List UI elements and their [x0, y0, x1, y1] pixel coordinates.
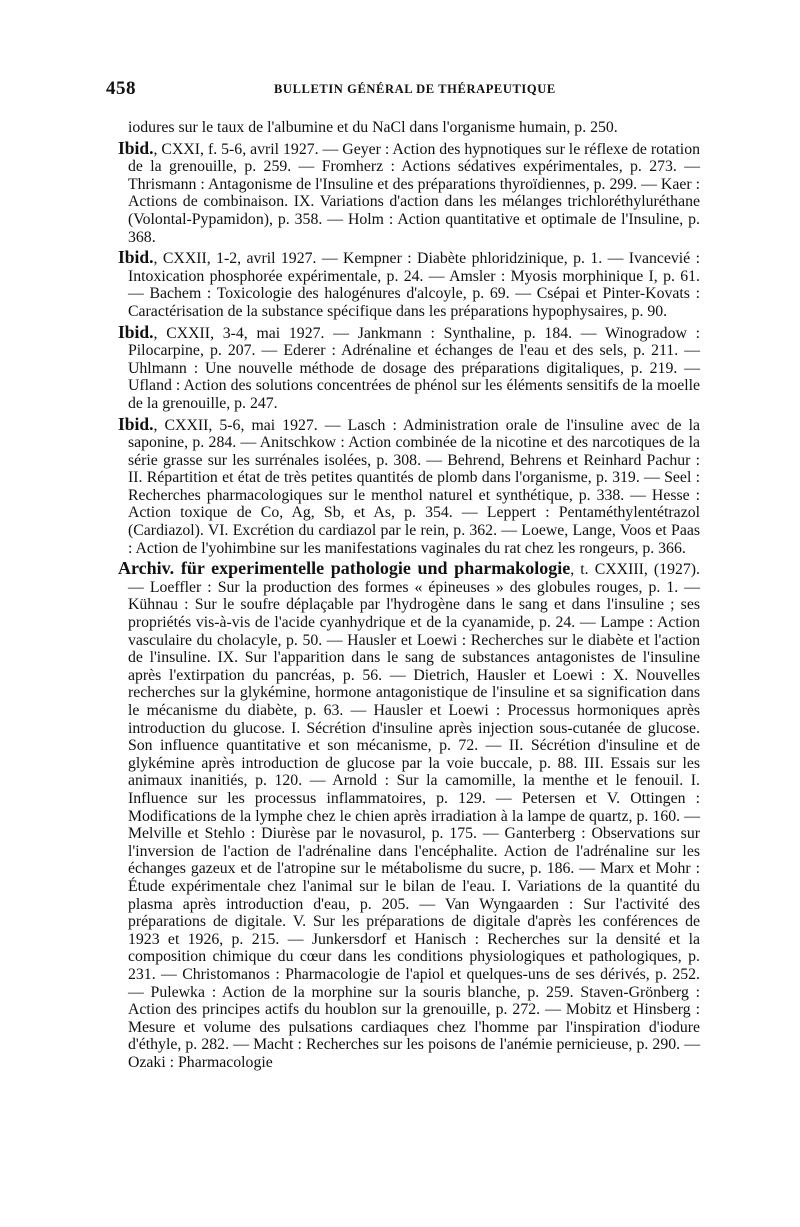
entry-ibid-cxxii-1-2: [118, 249, 700, 320]
entry-ibid-cxxii-5-6: [118, 413, 700, 558]
entry-head: Ibid.: [118, 413, 154, 434]
entry-head: Ibid.: [118, 137, 154, 158]
page-number: 458: [106, 78, 136, 99]
page-header: [106, 78, 706, 100]
entry-continuation: [118, 119, 700, 137]
running-title: BULLETIN GÉNÉRAL DE THÉRAPEUTIQUE: [274, 82, 556, 96]
entry-ibid-cxxi-5-6: [118, 137, 700, 247]
entry-text: iodures sur le taux de l'albumine et du NaCl dans l'organisme humain, p. 250.: [128, 119, 618, 136]
entry-text: , CXXII, 1-2, avril 1927. — Kempner : Diabète phloridzinique, p. 1. — Ivancevié : Intoxication phosphorée expérimentale, p. 24. — Amsler : Myosis morphinique I, p. 61. — Bachem : Toxicologie des halogénures d'alcoyle, p. 69. — Csépai et Pinter-Kovats : Caractérisation de la substance spécifique dans les préparations hypophysaires, p. 90.: [128, 250, 700, 320]
entry-ibid-cxxii-3-4: [118, 321, 700, 413]
entry-head: Ibid.: [118, 247, 154, 268]
entry-text: , CXXII, 5-6, mai 1927. — Lasch : Administration orale de l'insuline avec de la saponine, p. 284. — Anitschkow : Action combinée de la nicotine et des narcotiques de la série grasse sur les surrénales isolées, p. 308. — Behrend, Behrens et Reinhard Pachur : II. Répartition et état de très petites quantités de plomb dans l'organisme, p. 319. — Seel : Recherches pharmacologiques sur le menthol naturel et synthétique, p. 338. — Hesse : Action toxique de Co, Ag, Sb, et As, p. 354. — Leppert : Pentaméthylentétrazol (Cardiazol). VI. Excrétion du cardiazol par le rein, p. 362. — Loewe, Lange, Voos et Paas : Action de l'yohimbine sur les manifestations vaginales du rat chez les rongeurs, p. 366.: [128, 416, 700, 557]
entry-head: Archiv. für experimentelle pathologie und pharmakologie: [118, 558, 571, 579]
entry-archiv-cxxiii: [118, 560, 700, 1071]
page-body: [118, 119, 700, 1074]
entry-text: , CXXII, 3-4, mai 1927. — Jankmann : Synthaline, p. 184. — Winogradow : Pilocarpine, p. 207. — Ederer : Adrénaline et échanges de l'eau et des sels, p. 211. — Uhlmann : Une nouvelle méthode de dosage des préparations digitaliques, p. 219. — Ufland : Action des solutions concentrées de phénol sur les éléments sensitifs de la moelle de la grenouille, p. 247.: [128, 324, 700, 412]
entry-text: , t. CXXIII, (1927). — Loeffler : Sur la production des formes « épineuses » des globules rouges, p. 1. — Kühnau : Sur le soufre déplaçable par l'hydrogène dans le sang et dans l'insuline ; ses propriétés vis-à-vis de l'acide cyanhydrique et de la cyanamide, p. 24. — Lampe : Action vasculaire du cholacyle, p. 50. — Hausler et Loewi : Recherches sur le diabète et l'action de l'insuline. IX. Sur l'apparition dans le sang de substances antagonistes de l'insuline après l'extirpation du pancréas, p. 56. — Dietrich, Hausler et Loewi : X. Nouvelles recherches sur la glykémine, hormone antagonistique de l'insuline et sa signification dans le mécanisme du diabète, p. 63. — Hausler et Loewi : Processus hormoniques après introduction du glucose. I. Sécrétion d'insuline après injection sous-cutanée de glucose. Son influence quantitative et son mécanisme, p. 72. — II. Sécrétion d'insuline et de glykémine après introduction de glucose par la voie buccale, p. 88. III. Essais sur les animaux inanitiés, p. 120. — Arnold : Sur la camomille, la menthe et le fenouil. I. Influence sur les processus inflammatoires, p. 129. — Petersen et V. Ottingen : Modifications de la lymphe chez le chien après irradiation à la lampe de quartz, p. 160. — Melville et Stehlo : Diurèse par le novasurol, p. 175. — Ganterberg : Observations sur l'inversion de l'action de l'adrénaline dans l'encéphalite. Action de l'adrénaline sur les échanges gazeux et de l'atropine sur le métabolisme du sucre, p. 186. — Marx et Mohr : Étude expérimentale chez l'animal sur le bilan de l'eau. I. Variations de la quantité du plasma après introduction d'eau, p. 205. — Van Wyngaarden : Sur l'activité des préparations de digitale. V. Sur les préparations de digitale d'après les conférences de 1923 et 1926, p. 215. — Junkersdorf et Hanisch : Recherches sur la densité et la composition chimique du cœur dans les conditions physiologiques et pathologiques, p. 231. — Christomanos : Pharmacologie de l'apiol et quelques-uns de ses dérivés, p. 252. — Pulewka : Action de la morphine sur la souris blanche, p. 259. Staven-Grönberg : Action des principes actifs du houblon sur la grenouille, p. 272. — Mobitz et Hinsberg : Mesure et volume des pulsations cardiaques chez l'homme par l'inspiration d'iodure d'éthyle, p. 282. — Macht : Recherches sur les poisons de l'anémie pernicieuse, p. 290. — Ozaki : Pharmacologie: [128, 561, 700, 1071]
entry-text: , CXXI, f. 5-6, avril 1927. — Geyer : Action des hypnotiques sur le réflexe de rotation de la grenouille, p. 259. — Fromherz : Actions sédatives expérimentales, p. 273. — Thrismann : Antagonisme de l'Insuline et des préparations thyroïdiennes, p. 299. — Kaer : Actions de combinaison. IX. Variations d'action dans les mélanges trichloréthyluréthane (Volontal-Pypamidon), p. 358. — Holm : Action quantitative et optimale de l'Insuline, p. 368.: [128, 140, 700, 246]
entry-head: Ibid.: [118, 321, 154, 342]
